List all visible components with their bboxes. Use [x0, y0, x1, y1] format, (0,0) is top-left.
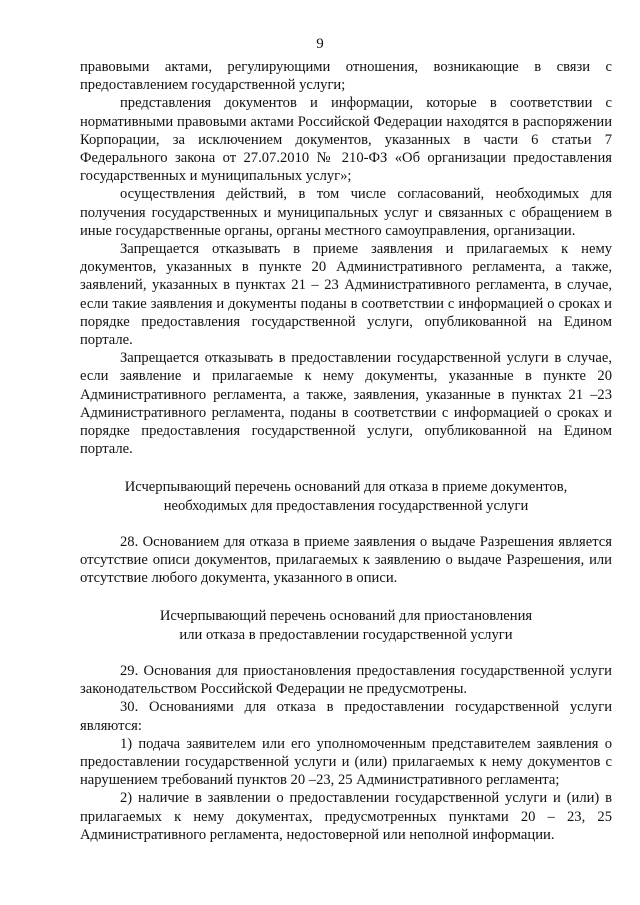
- paragraph-actions-approvals: осуществления действий, в том числе согласований, необходимых для получения государственных и муниципальных услуг и связанных с обращением в иные государственные органы, органы местного самоуправления, организации.: [80, 186, 612, 239]
- section-heading-suspension-refusal: [80, 607, 612, 643]
- section-heading-line: Исчерпывающий перечень оснований для отказа в приеме документов,: [124, 479, 568, 496]
- paragraph-refusal-acceptance-prohibited: Запрещается отказывать в приеме заявления и прилагаемых к нему документов, указанных в пункте 20 Административного регламента, а также, заявлений, указанных в пунктах 21 – 23 Административного регламента, в случае, если такие заявления и документы поданы в соответствии с информацией о сроках и порядке предоставления государственной услуги, опубликованной на Едином портале.: [80, 241, 612, 349]
- paragraph-documents-in-possession: представления документов и информации, которые в соответствии с нормативными правовыми актами Российской Федерации находятся в распоряжении Корпорации, за исключением документов, указанных в части 6 статьи 7 Федерального закона от 27.07.2010 № 210-ФЗ «Об организации предоставления государственных и муниципальных услуг»;: [80, 95, 612, 185]
- page-number: 9: [316, 36, 324, 52]
- paragraph-30: 30. Основаниями для отказа в предоставлении государственной услуги являются:: [80, 699, 612, 734]
- spacer: [80, 587, 612, 607]
- paragraph-28: 28. Основанием для отказа в приеме заявления о выдаче Разрешения является отсутствие описи документов, прилагаемых к заявлению о выдаче Разрешения, или отсутствие любого документа, указанного в описи.: [80, 533, 612, 587]
- section-heading-refusal-documents: [80, 478, 612, 514]
- list-item-1: 1) подача заявителем или его уполномоченным представителем заявления о предоставлении государственной услуги и (или) прилагаемых к нему документов с нарушением требований пунктов 20 –23, 25 Административного регламента;: [80, 735, 612, 789]
- document-body: [80, 58, 612, 844]
- spacer: [80, 515, 612, 533]
- section-heading-line: Исчерпывающий перечень оснований для приостановления: [159, 608, 533, 625]
- paragraph-refusal-service-prohibited: Запрещается отказывать в предоставлении государственной услуги в случае, если заявление и прилагаемые к нему документы, указанные в пункте 20 Административного регламента, а также, заявления, указанные в пунктах 21 –23 Административного регламента, поданы в соответствии с информацией о сроках и порядке предоставления государственной услуги, опубликованной на Едином портале.: [80, 350, 612, 458]
- section-heading-line: или отказа в предоставлении государственной услуги: [179, 626, 513, 643]
- list-item-2: 2) наличие в заявлении о предоставлении государственной услуги и (или) в прилагаемых к нему документах, предусмотренных пунктами 20 – 23, 25 Административного регламента, недостоверной или неполной информации.: [80, 790, 612, 843]
- spacer: [80, 458, 612, 478]
- section-heading-line: необходимых для предоставления государственной услуги: [163, 497, 529, 514]
- paragraph-29: 29. Основания для приостановления предоставления государственной услуги законодательством Российской Федерации не предусмотрены.: [80, 662, 612, 698]
- intro-continuation: правовыми актами, регулирующими отношения, возникающие в связи с предоставлением государственной услуги;: [80, 59, 612, 94]
- spacer: [80, 644, 612, 662]
